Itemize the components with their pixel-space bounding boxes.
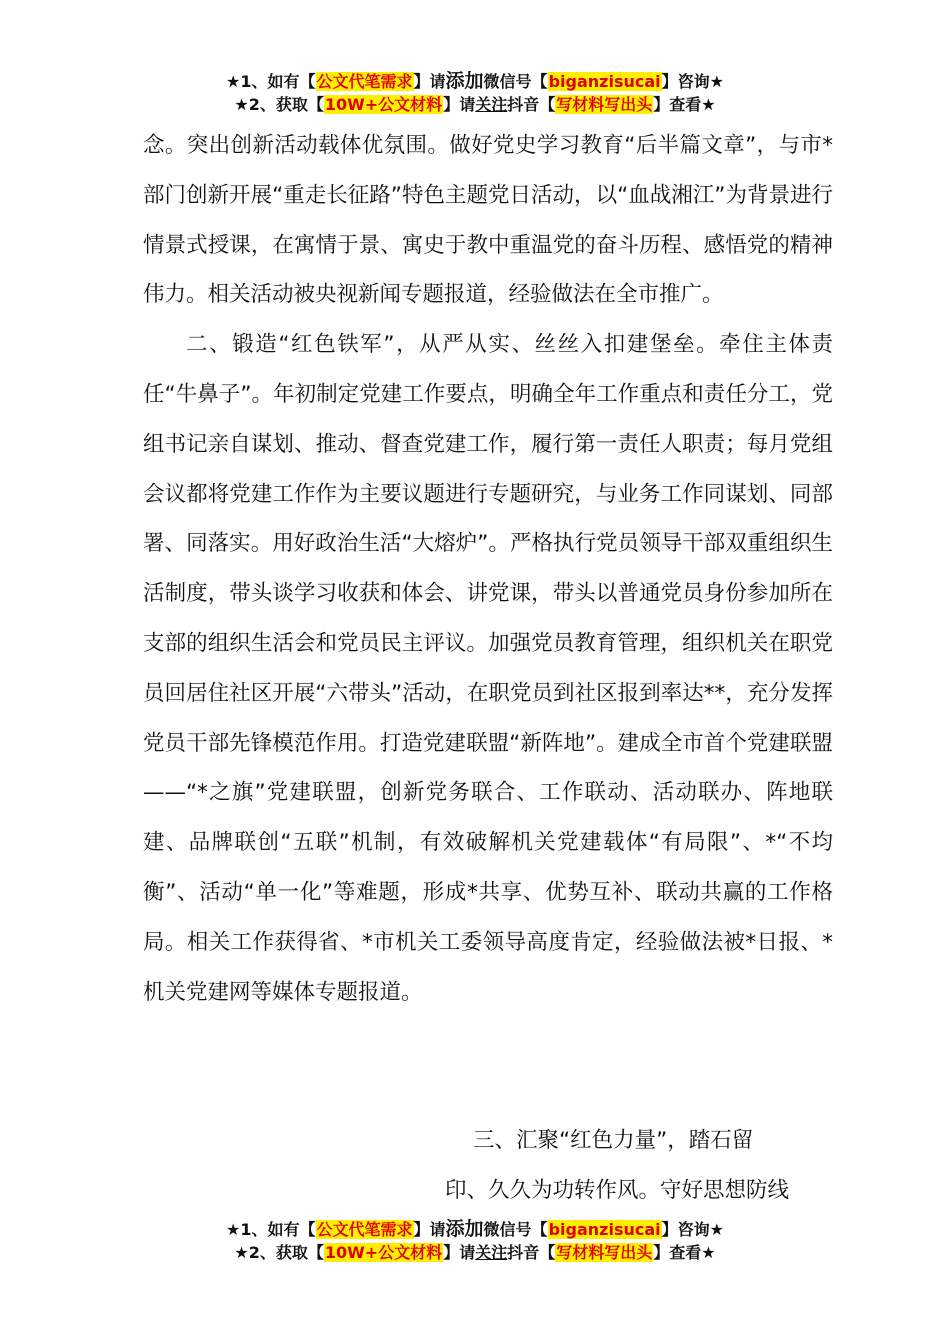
banner-line-2: ★2、获取【10W+公文材料】请关注抖音【写材料写出头】查看★ [234,1243,716,1262]
banner-wechat-id: biganzisucai [548,1220,661,1239]
banner-emphasis: 关注 [475,95,508,114]
section-three-heading-line-1: 三、汇聚“红色力量”，踏石留 [473,1128,754,1153]
banner-wechat-id: biganzisucai [548,72,661,91]
banner-line-1: ★1、如有【公文代笔需求】请添加微信号【biganzisucai】咨询★ [226,70,724,92]
paragraph-continued: 念。突出创新活动载体优氛围。做好党史学习教育“后半篇文章”，与市*部门创新开展“重走长征路”特色主题党日活动，以“血战湘江”为背景进行情景式授课，在寓情于景、寓史于教中重温党的奋斗历程、感悟党的精神伟力。相关活动被央视新闻专题报道，经验做法在全市推广。 [143,133,833,308]
banner-highlight: 10W+公文材料 [324,1243,443,1262]
banner-highlight: 10W+公文材料 [324,95,443,114]
banner-line-2: ★2、获取【10W+公文材料】请关注抖音【写材料写出头】查看★ [234,95,716,114]
document-body [143,121,833,1017]
paragraph-section-two: 二、锻造“红色铁军”，从严从实、丝丝入扣建堡垒。牵住主体责任“牛鼻子”。年初制定党建工作要点，明确全年工作重点和责任分工，党组书记亲自谋划、推动、督查党建工作，履行第一责任人职责；每月党组会议都将党建工作作为主要议题进行专题研究，与业务工作同谋划、同部署、同落实。用好政治生活“大熔炉”。严格执行党员领导干部双重组织生活制度，带头谈学习收获和体会、讲党课，带头以普通党员身份参加所在支部的组织生活会和党员民主评议。加强党员教育管理，组织机关在职党员回居住社区开展“六带头”活动，在职党员到社区报到率达**，充分发挥党员干部先锋模范作用。打造党建联盟“新阵地”。建成全市首个党建联盟——“*之旗”党建联盟，创新党务联合、工作联动、活动联办、阵地联建、品牌联创“五联”机制，有效破解机关党建载体“有局限”、*“不均衡”、活动“单一化”等难题，形成*共享、优势互补、联动共赢的工作格局。相关工作获得省、*市机关工委领导高度肯定，经验做法被*日报、*机关党建网等媒体专题报道。 [143,332,833,1005]
banner-highlight: 公文代笔需求 [316,72,413,91]
banner-emphasis: 关注 [475,1243,508,1262]
banner-douyin-id: 写材料写出头 [556,1243,653,1262]
banner-emphasis: 添加 [445,70,484,92]
top-banner [0,69,950,117]
banner-douyin-id: 写材料写出头 [556,95,653,114]
banner-line-1: ★1、如有【公文代笔需求】请添加微信号【biganzisucai】咨询★ [226,1218,724,1240]
bottom-banner [0,1217,950,1265]
banner-highlight: 公文代笔需求 [316,1220,413,1239]
banner-emphasis: 添加 [445,1218,484,1240]
section-three-heading-line-2: 印、久久为功转作风。守好思想防线 [445,1178,790,1203]
